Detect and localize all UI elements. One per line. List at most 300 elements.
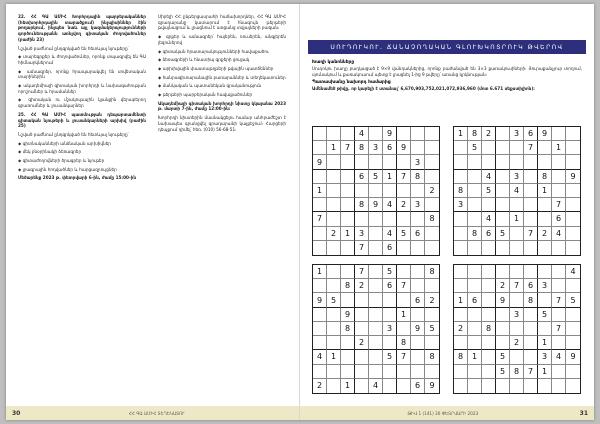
sudoku-cell [510,265,524,279]
sudoku-cell: 7 [341,141,355,155]
section-intro-text: Նշված բաժնում ընդգրկված են հետևյալ նյութերը՝ [18,45,129,51]
sudoku-cell: 8 [355,141,369,155]
sudoku-cell: 4 [313,350,327,364]
sudoku-cell [425,198,439,212]
sudoku-cell [327,127,341,141]
sudoku-cell [313,198,327,212]
sudoku-cell [454,155,468,169]
sudoku-cell: 8 [411,170,425,184]
sudoku-banner: ՍՈՒԴՈՒԿՈՒ. ՃԱՆԱՉՈՂԱԿԱՆ ԳԼՈՒԽԿՈՏՐՈՒԿ ԹՎԵՐՈՎ [308,40,586,54]
sudoku-cell: 7 [397,279,411,293]
sudoku-cell: 6 [411,379,425,393]
sudoku-cell: 2 [355,279,369,293]
sudoku-cell [341,265,355,279]
sudoku-grid-4 [453,264,581,394]
sudoku-cell [538,265,552,279]
sudoku-cell: 8 [454,184,468,198]
sudoku-cell: 4 [383,227,397,241]
sudoku-cell [341,336,355,350]
sudoku-cell [383,184,397,198]
sudoku-cell [468,198,482,212]
sudoku-cell [496,170,510,184]
sudoku-cell [383,293,397,307]
sudoku-cell: 2 [397,198,411,212]
sudoku-cell [566,365,580,379]
sudoku-cell [313,170,327,184]
sudoku-cell: 9 [566,170,580,184]
sudoku-cell [524,155,538,169]
sudoku-cell: 6 [524,127,538,141]
sudoku-cell [411,336,425,350]
sudoku-cell: 1 [341,227,355,241]
sudoku-cell [341,184,355,198]
sudoku-cell: 5 [369,170,383,184]
sudoku-cell [538,155,552,169]
sudoku-cell [524,212,538,226]
sudoku-cell: 8 [425,212,439,226]
sudoku-cell [341,212,355,226]
sudoku-cell [524,265,538,279]
sudoku-cell [524,241,538,255]
sudoku-cell: 5 [383,265,397,279]
bullet-item: ◆ գիտնականների անձնական արխիվներ [18,141,146,147]
sudoku-cell [538,212,552,226]
sudoku-cell [566,227,580,241]
sudoku-cell [313,322,327,336]
sudoku-cell [524,350,538,364]
sudoku-cell: 7 [313,212,327,226]
bullet-item: ◆ ակադեմիայի գիտական խորհրդի և նախագահության որոշումներ և հրամաններ [18,83,146,94]
sudoku-cell: 1 [327,141,341,155]
sudoku-cell: 9 [313,293,327,307]
sudoku-cell [355,308,369,322]
sudoku-cell: 5 [425,322,439,336]
sudoku-cell [482,293,496,307]
sudoku-cell: 6 [524,279,538,293]
bullet-item: ◆ ձեռագրերի և հնատիպ գրքերի ցուցակ [158,57,286,63]
sudoku-cell [510,227,524,241]
sudoku-cell [496,198,510,212]
sudoku-cell: 8 [425,265,439,279]
sudoku-cell: 6 [383,141,397,155]
sudoku-cell [397,127,411,141]
sudoku-cell: 2 [425,184,439,198]
sudoku-cell [482,365,496,379]
sudoku-cell: 2 [425,293,439,307]
sudoku-cell [411,141,425,155]
sudoku-cell [454,170,468,184]
sudoku-cell [496,212,510,226]
sudoku-cell [524,322,538,336]
sudoku-cell: 4 [369,379,383,393]
section-heading-22: 22. ՀՀ ԳԱ ԱՄԻՀ Խորհրդային պարբերականներ (հետխորհրդային տարածքում) ինչպիսիններ էին թողարկում, ինչպես նաև այլ կազմակերպությունների գործունեությանն առնչվող գիտական ժողովածուներ (բաժին 23) [18,14,146,42]
sudoku-cell [411,241,425,255]
bullet-item: ◆ գիտական ու մշակութային կյանքին վերաբերող գրառումներ և լուսանկարներ [18,97,146,108]
sudoku-cell: 5 [383,350,397,364]
sudoku-cell: 7 [524,227,538,241]
sudoku-cell [383,155,397,169]
sudoku-cell [397,322,411,336]
sudoku-cell: 5 [468,141,482,155]
left-page [6,4,300,420]
sudoku-cell: 4 [355,127,369,141]
sudoku-cell: 3 [355,227,369,241]
sudoku-cell [327,170,341,184]
sudoku-cell: 6 [552,212,566,226]
sudoku-cell: 9 [566,350,580,364]
sudoku-cell [454,141,468,155]
sudoku-cell: 8 [397,336,411,350]
sudoku-cell [327,379,341,393]
sudoku-cell [482,155,496,169]
sudoku-cell [552,241,566,255]
sudoku-cell [454,379,468,393]
sudoku-cell [454,265,468,279]
sudoku-cell: 7 [524,141,538,155]
sudoku-cell [397,265,411,279]
sudoku-cell [482,198,496,212]
sudoku-cell: 3 [510,127,524,141]
sudoku-cell [369,212,383,226]
sudoku-cell [369,241,383,255]
sudoku-cell: 3 [411,155,425,169]
sudoku-cell [411,127,425,141]
sudoku-cell [327,212,341,226]
sudoku-cell: 1 [454,127,468,141]
sudoku-cell [411,265,425,279]
left-column-1 [18,14,146,184]
sudoku-cell: 2 [496,279,510,293]
sudoku-cell [566,198,580,212]
sudoku-cell [383,336,397,350]
sudoku-grid-1 [312,126,440,256]
sudoku-cell [510,322,524,336]
sudoku-cell [369,184,383,198]
magazine-spread [6,4,594,420]
sudoku-cell [454,336,468,350]
sudoku-cell [496,141,510,155]
sudoku-cell [425,227,439,241]
sudoku-cell [468,241,482,255]
sudoku-cell [341,170,355,184]
sudoku-cell [552,155,566,169]
sudoku-cell [566,141,580,155]
sudoku-cell: 9 [341,308,355,322]
sudoku-cell [468,170,482,184]
sudoku-cell: 8 [524,293,538,307]
sudoku-cell [454,241,468,255]
sudoku-cell [425,336,439,350]
bullet-item: ◆ լրագրային հոդվածներ և հարցազրույցներ [18,167,146,173]
sudoku-cell: 1 [397,308,411,322]
sudoku-cell: 9 [429,381,435,391]
sudoku-cell [383,379,397,393]
sudoku-cell: 7 [524,365,538,379]
footer-title: ՀՀ ԳԱ ԱՄԻՀ ՏԵՂԵԿԱՏՈՒ [128,410,185,416]
sudoku-cell [566,155,580,169]
sudoku-cell: 9 [411,322,425,336]
sudoku-cell: 1 [454,293,468,307]
sudoku-cell [327,155,341,169]
page-footer-right [300,406,594,420]
sudoku-cell [341,127,355,141]
sudoku-cell [566,308,580,322]
sudoku-cell [482,350,496,364]
bullet-item: ◆ գրքեր և ամսագրեր՝ հայերեն, ռուսերեն, անգլերեն լեզուներով [158,34,286,45]
sudoku-cell [341,155,355,169]
sudoku-cell [355,379,369,393]
sudoku-cell [341,241,355,255]
sudoku-cell [369,336,383,350]
sudoku-cell: 3 [510,308,524,322]
sudoku-cell [496,155,510,169]
sudoku-cell [566,127,580,141]
sudoku-cell: 5 [397,227,411,241]
sudoku-cell: 4 [383,198,397,212]
sudoku-grid-3 [312,264,440,394]
sudoku-cell: 5 [482,184,496,198]
sudoku-cell [355,212,369,226]
sudoku-cell [327,322,341,336]
sudoku-cell [341,293,355,307]
sudoku-cell [524,198,538,212]
sudoku-intro [312,60,582,95]
sudoku-cell [454,227,468,241]
sudoku-cell: 4 [552,227,566,241]
sudoku-cell [425,279,439,293]
sudoku-cell [482,265,496,279]
sudoku-cell [411,308,425,322]
sudoku-cell: 9 [538,127,552,141]
sudoku-cell [341,350,355,364]
sudoku-cell [411,279,425,293]
sudoku-cell [327,365,341,379]
sudoku-cell [411,184,425,198]
sudoku-cell [482,241,496,255]
column-intro-text: Սիրելի ՀՀ ընթերցասրահի հաճախորդներ, ՀՀ ԳԱ ԱՄԻՀ գրադարանը կատարում է հնագույն թերթերի թվայնացում և լրացնում է առցանց տվյալների բազան։ [158,14,286,31]
bullet-item: ◆ թերթերի պարբերական հավաքածուներ [158,92,286,98]
sudoku-cell [566,336,580,350]
sudoku-cell: 9 [397,141,411,155]
page-number: 30 [12,409,21,417]
sudoku-cell: 9 [383,127,397,141]
sudoku-cell [411,350,425,364]
sudoku-cell: 8 [482,322,496,336]
sudoku-cell [383,365,397,379]
sudoku-cell: 1 [510,212,524,226]
sudoku-cell [313,227,327,241]
sudoku-cell [468,379,482,393]
sudoku-cell [341,365,355,379]
sudoku-cell: 1 [468,350,482,364]
sudoku-cell: 5 [496,350,510,364]
sudoku-cell [327,241,341,255]
event-notice: Մեծարենք 2023 թ. փետրվարի 6-ին, ժամը 15:00-ին [18,175,137,181]
sudoku-cell [369,127,383,141]
sudoku-cell: 3 [538,350,552,364]
sudoku-cell [383,308,397,322]
sudoku-cell [397,365,411,379]
sudoku-cell [355,293,369,307]
sudoku-cell [482,336,496,350]
sudoku-cell: 5 [496,365,510,379]
sudoku-cell [313,365,327,379]
sudoku-cell: 7 [552,322,566,336]
bullet-item: ◆ մեկ բնօրինակի ձեռագրեր [18,149,146,155]
rules-text: Սուդոկու խաղը բաղկացած է 9×9 վանդակներից, որոնք բաժանված են 3×3 քառակուսիների։ Յուրաքանչյուր տողում, սյունակում և քառակուսում պետք է լրացնել 1-ից 9 թվերը՝ առանց կրկնության։ [312,66,582,77]
sudoku-cell: 6 [383,279,397,293]
sudoku-cell: 4 [566,265,580,279]
sudoku-cell: 7 [397,350,411,364]
sudoku-cell [411,365,425,379]
sudoku-cell [566,212,580,226]
sudoku-cell: 7 [510,279,524,293]
sudoku-cell [369,308,383,322]
sudoku-cell [355,155,369,169]
sudoku-cell [496,322,510,336]
sudoku-cell [552,127,566,141]
sudoku-cell: 9 [313,155,327,169]
sudoku-cell [355,365,369,379]
sudoku-cell: 3 [383,322,397,336]
sudoku-cell: 8 [510,365,524,379]
sudoku-cell [369,155,383,169]
sudoku-cell: 7 [355,241,369,255]
sudoku-cell [524,336,538,350]
sudoku-cell [397,293,411,307]
sudoku-cell: 2 [355,336,369,350]
sudoku-cell: 3 [454,198,468,212]
sudoku-cell: 5 [566,293,580,307]
sudoku-cell: 4 [552,350,566,364]
sudoku-cell: 9 [496,293,510,307]
sudoku-cell: 6 [383,241,397,255]
sudoku-cell [355,350,369,364]
sudoku-cell [397,155,411,169]
sudoku-cell [538,198,552,212]
sudoku-cell [552,170,566,184]
sudoku-cell: 8 [468,227,482,241]
sudoku-cell [552,336,566,350]
footer-issue: ԹԻՎ 1 (141) 30 ՓԵՏՐՎԱՐԻ 2023 [407,410,479,416]
sudoku-cell: 1 [313,184,327,198]
sudoku-cell: 7 [552,198,566,212]
sudoku-cell [369,293,383,307]
sudoku-cell: 2 [454,322,468,336]
sudoku-cell [496,241,510,255]
sudoku-cell: 1 [383,170,397,184]
sudoku-cell [552,265,566,279]
sudoku-cell [454,212,468,226]
sudoku-cell [425,241,439,255]
sudoku-cell [510,350,524,364]
sudoku-cell: 1 [327,350,341,364]
sudoku-cell: 1 [552,141,566,155]
sudoku-cell [397,184,411,198]
sudoku-cell [538,241,552,255]
sudoku-cell [369,265,383,279]
sudoku-cell: 5 [327,293,341,307]
sudoku-cell [496,265,510,279]
sudoku-cell [510,198,524,212]
sudoku-cell [482,379,496,393]
sudoku-cell: 9 [369,198,383,212]
sudoku-cell [468,155,482,169]
sudoku-cell [496,336,510,350]
sudoku-cell: 6 [468,293,482,307]
sudoku-cell [538,141,552,155]
sudoku-cell [552,279,566,293]
sudoku-cell [425,170,439,184]
sudoku-cell [425,141,439,155]
sudoku-cell [510,241,524,255]
sudoku-cell [524,379,538,393]
bullet-item: ◆ արխիվային փաստաթղթերի թվային պատճեններ [158,66,286,72]
sudoku-cell [524,184,538,198]
sudoku-cell [482,279,496,293]
bullet-item: ◆ գիտական հրատարակությունների հավաքածու [158,49,286,55]
sudoku-cell [510,293,524,307]
sudoku-cell [313,241,327,255]
sudoku-cell: 8 [454,350,468,364]
sudoku-cell [524,170,538,184]
sudoku-cell: 1 [538,365,552,379]
sudoku-cell [496,379,510,393]
sudoku-cell [369,350,383,364]
sudoku-cell [566,279,580,293]
sudoku-cell [327,184,341,198]
sudoku-cell: 8 [355,198,369,212]
sudoku-grid-2 [453,126,581,256]
bullet-item: ◆ գիտաժողովների ծրագրեր և նյութեր [18,158,146,164]
section-intro-text: Նշված բաժնում ընդգրկված են հետևյալ նյութերը՝ [18,131,129,137]
left-column-2 [158,14,286,135]
sudoku-cell: 4 [482,212,496,226]
sudoku-cell [313,336,327,350]
sudoku-cell [468,265,482,279]
answer-heading: Պատասխանը նախորդ համարից [312,80,391,86]
sudoku-cell [397,241,411,255]
sudoku-cell: 6 [411,227,425,241]
sudoku-cell [552,379,566,393]
sudoku-cell: 3 [411,198,425,212]
sudoku-cell [468,322,482,336]
sudoku-cell [327,336,341,350]
sudoku-cell [468,365,482,379]
sudoku-cell [566,379,580,393]
sudoku-cell [369,279,383,293]
sudoku-cell: 6 [411,293,425,307]
sudoku-cell [369,365,383,379]
sudoku-cell [482,141,496,155]
sudoku-cell [454,279,468,293]
sudoku-cell [538,379,552,393]
sudoku-cell [313,308,327,322]
sudoku-cell [524,308,538,322]
sudoku-cell [313,141,327,155]
sudoku-cell [355,184,369,198]
right-page [300,4,594,420]
sudoku-cell [468,212,482,226]
bullet-item: ◆ մանկական և պատանեկան գրականություն [158,83,286,89]
sudoku-cell [313,127,327,141]
bullet-item: ◆ հանրագիտարանային բառարաններ և տեղեկատուներ [158,75,286,81]
sudoku-cell [411,212,425,226]
sudoku-cell [327,279,341,293]
sudoku-cell [355,322,369,336]
meeting-notice: Ակադեմիայի գիտական խորհրդի նիստը կկայանա 2023 թ. մարտի 7-ին, ժամը 12:00-ին։ [158,100,286,112]
sudoku-cell [425,365,439,379]
